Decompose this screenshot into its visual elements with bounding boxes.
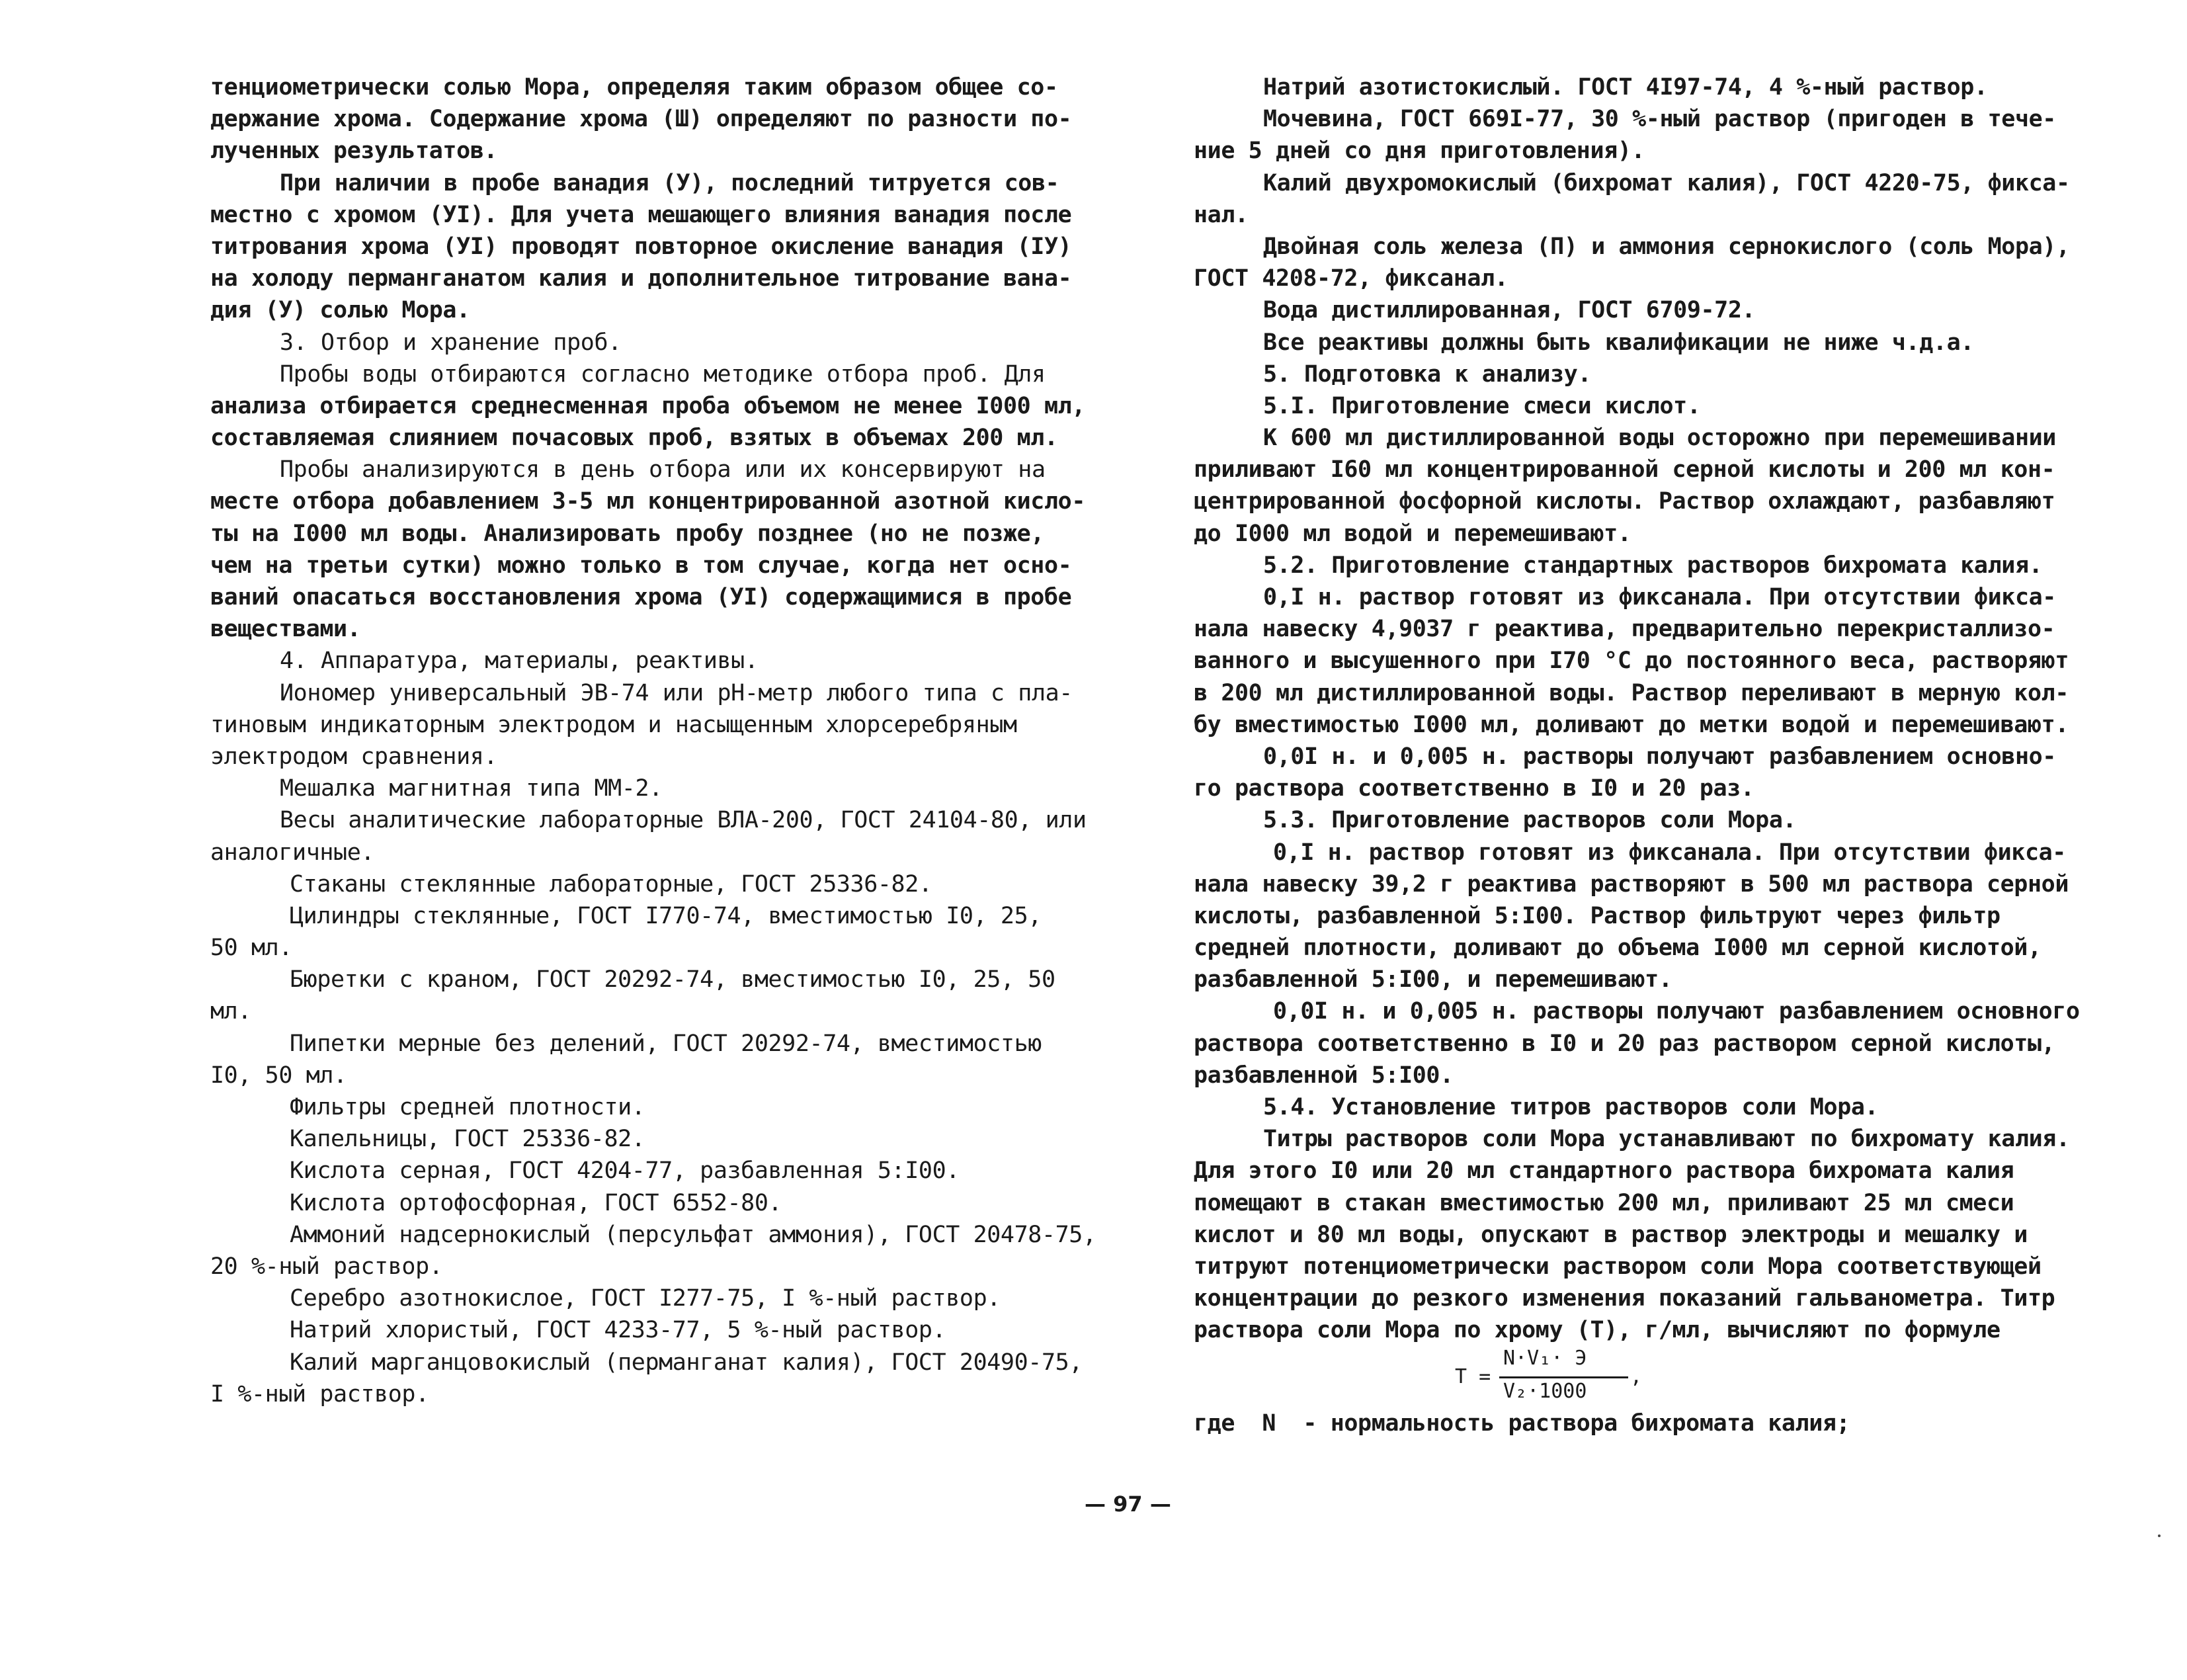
- text-line: средней плотности, доливают до объема I000 мл серной кислотой,: [1194, 935, 2042, 962]
- text-line: на холоду перманганатом калия и дополнительное титрование вана-: [210, 265, 1072, 292]
- text-line: Кислота серная, ГОСТ 4204-77, разбавленная 5:I00.: [290, 1157, 960, 1185]
- scan-speck: [2158, 1534, 2161, 1537]
- text-line: разбавленной 5:I00.: [1194, 1062, 1454, 1089]
- text-line: 5.4. Установление титров растворов соли Мора.: [1263, 1094, 1879, 1120]
- text-line: кислоты, разбавленной 5:I00. Раствор фильтруют через фильтр: [1194, 902, 2001, 929]
- text-line: При наличии в пробе ванадия (У), последний титруется сов-: [280, 169, 1059, 196]
- text-line: электродом сравнения.: [210, 743, 498, 770]
- text-line: 5.I. Приготовление смеси кислот.: [1263, 392, 1701, 419]
- text-line: веществами.: [210, 616, 361, 643]
- text-line: Все реактивы должны быть квалификации не ниже ч.д.а.: [1263, 329, 1974, 356]
- text-line: Иономер универсальный ЭВ-74 или рН-метр любого типа с пла-: [280, 679, 1073, 706]
- text-line: дия (У) солью Мора.: [210, 297, 470, 324]
- text-line: Серебро азотнокислое, ГОСТ I277-75, I %-ный раствор.: [290, 1285, 1001, 1312]
- text-line: аналогичные.: [210, 839, 375, 866]
- text-line: ваний опасаться восстановления хрома (УI) содержащимися в пробе: [210, 584, 1072, 610]
- text-line: кислот и 80 мл воды, опускают в раствор электроды и мешалку и: [1194, 1221, 2028, 1248]
- text-line: тенциометрически солью Мора, определяя таким образом общее со-: [210, 74, 1058, 101]
- text-line: раствора соли Мора по хрому (Т), г/мл, вычисляют по формуле: [1194, 1317, 2001, 1344]
- text-line: мл.: [210, 998, 252, 1025]
- text-line: Фильтры средней плотности.: [290, 1094, 645, 1120]
- text-line: ГОСТ 4208-72, фиксанал.: [1194, 265, 1508, 292]
- text-line: I0, 50 мл.: [210, 1062, 347, 1089]
- text-line: бу вместимостью I000 мл, доливают до метки водой и перемешивают.: [1194, 711, 2069, 738]
- left-page-text: [210, 71, 1096, 1410]
- text-line: Мочевина, ГОСТ 669I-77, 30 %-ный раствор (пригоден в тече-: [1263, 106, 2056, 133]
- text-line: нал.: [1194, 201, 1249, 228]
- titer-formula: [1194, 1347, 2053, 1407]
- text-line: Пробы воды отбираются согласно методике отбора проб. Для: [280, 360, 1046, 388]
- text-line: Натрий хлористый, ГОСТ 4233-77, 5 %-ный раствор.: [290, 1317, 946, 1344]
- formula-numerator: N·V₁· Э: [1503, 1346, 1587, 1370]
- text-line: 5.2. Приготовление стандартных растворов бихромата калия.: [1263, 552, 2043, 579]
- text-line: ние 5 дней со дня приготовления).: [1194, 138, 1645, 165]
- text-line: нала навеску 39,2 г реактива растворяют в 500 мл раствора серной: [1194, 870, 2069, 898]
- text-line: титрования хрома (УI) проводят повторное окисление ванадия (IУ): [210, 233, 1072, 260]
- text-line: 0,0I н. и 0,005 н. растворы получают разбавлением основного: [1273, 998, 2080, 1025]
- text-line: анализа отбирается среднесменная проба объемом не менее I000 мл,: [210, 392, 1085, 419]
- text-line: Двойная соль железа (П) и аммония сернокислого (соль Мора),: [1263, 233, 2070, 260]
- definition-line: где N - нормальность раствора бихромата калия;: [1194, 1409, 1850, 1437]
- text-line: 5. Подготовка к анализу.: [1263, 360, 1592, 388]
- text-line: помещают в стакан вместимостью 200 мл, приливают 25 мл смеси: [1194, 1189, 2014, 1216]
- text-line: 0,I н. раствор готовят из фиксанала. При отсутствии фикса-: [1273, 839, 2066, 866]
- text-line: центрированной фосфорной кислоты. Раствор охлаждают, разбавляют: [1194, 488, 2055, 515]
- text-line: 20 %-ный раствор.: [210, 1253, 443, 1280]
- text-line: держание хрома. Содержание хрома (Ш) определяют по разности по-: [210, 106, 1072, 133]
- text-line: концентрации до резкого изменения показаний гальванометра. Титр: [1194, 1285, 2055, 1312]
- formula-trail: ,: [1630, 1365, 1643, 1388]
- text-line: Цилиндры стеклянные, ГОСТ I770-74, вместимостью I0, 25,: [290, 902, 1042, 929]
- text-line: в 200 мл дистиллированной воды. Раствор переливают в мерную кол-: [1194, 679, 2069, 706]
- text-line: Натрий азотистокислый. ГОСТ 4I97-74, 4 %-ный раствор.: [1263, 74, 1988, 101]
- text-line: титруют потенциометрически раствором соли Мора соответствующей: [1194, 1253, 2042, 1280]
- text-line: 0,0I н. и 0,005 н. растворы получают разбавлением основно-: [1263, 743, 2056, 770]
- text-line: составляемая слиянием почасовых проб, взятых в объемах 200 мл.: [210, 425, 1058, 452]
- text-line: лученных результатов.: [210, 138, 498, 165]
- text-line: ты на I000 мл воды. Анализировать пробу позднее (но не позже,: [210, 520, 1044, 547]
- text-line: 5.3. Приготовление растворов соли Мора.: [1263, 807, 1797, 834]
- text-line: Для этого I0 или 20 мл стандартного раствора бихромата калия: [1194, 1157, 2014, 1185]
- text-line: Аммоний надсернокислый (персульфат аммония), ГОСТ 20478-75,: [290, 1221, 1096, 1248]
- page-number: — 97 —: [1085, 1491, 1171, 1517]
- text-line: 4. Аппаратура, материалы, реактивы.: [280, 648, 759, 675]
- text-line: Весы аналитические лабораторные ВЛА-200, ГОСТ 24104-80, или: [280, 807, 1087, 834]
- text-line: Бюретки с краном, ГОСТ 20292-74, вместимостью I0, 25, 50: [290, 966, 1055, 993]
- formula-lhs: Т =: [1455, 1365, 1491, 1388]
- text-line: Стаканы стеклянные лабораторные, ГОСТ 25336-82.: [290, 870, 932, 898]
- text-line: местно с хромом (УI). Для учета мешающего влияния ванадия после: [210, 201, 1072, 228]
- text-line: Мешалка магнитная типа ММ-2.: [280, 775, 663, 802]
- text-line: К 600 мл дистиллированной воды осторожно при перемешивании: [1263, 425, 2056, 452]
- text-line: Пробы анализируются в день отбора или их консервируют на: [280, 456, 1046, 483]
- text-line: I %-ный раствор.: [210, 1380, 429, 1407]
- text-line: ванного и высушенного при I70 °С до постоянного веса, растворяют: [1194, 648, 2069, 675]
- text-line: раствора соответственно в I0 и 20 раз раствором серной кислоты,: [1194, 1030, 2055, 1057]
- text-line: 3. Отбор и хранение проб.: [280, 329, 622, 356]
- text-line: до I000 мл водой и перемешивают.: [1194, 520, 1631, 547]
- text-line: Капельницы, ГОСТ 25336-82.: [290, 1126, 645, 1153]
- text-line: разбавленной 5:I00, и перемешивают.: [1194, 966, 1672, 993]
- text-line: 50 мл.: [210, 935, 293, 962]
- text-line: приливают I60 мл концентрированной серной кислоты и 200 мл кон-: [1194, 456, 2055, 483]
- text-line: нала навеску 4,9037 г реактива, предварительно перекристаллизо-: [1194, 616, 2055, 643]
- text-line: Калий марганцовокислый (перманганат калия), ГОСТ 20490-75,: [290, 1349, 1083, 1376]
- text-line: Вода дистиллированная, ГОСТ 6709-72.: [1263, 297, 1756, 324]
- text-line: Кислота ортофосфорная, ГОСТ 6552-80.: [290, 1189, 782, 1216]
- text-line: чем на третьи сутки) можно только в том случае, когда нет осно-: [210, 552, 1072, 579]
- text-line: Титры растворов соли Мора устанавливают по бихромату калия.: [1263, 1126, 2070, 1153]
- text-line: Пипетки мерные без делений, ГОСТ 20292-74, вместимостью: [290, 1030, 1042, 1057]
- text-line: тиновым индикаторным электродом и насыщенным хлорсеребряным: [210, 711, 1017, 738]
- formula-denominator: V₂·1000: [1503, 1379, 1587, 1403]
- text-line: месте отбора добавлением 3-5 мл концентрированной азотной кисло-: [210, 488, 1085, 515]
- text-line: го раствора соответственно в I0 и 20 раз.: [1194, 775, 1754, 802]
- text-line: 0,I н. раствор готовят из фиксанала. При отсутствии фикса-: [1263, 584, 2056, 610]
- text-line: Калий двухромокислый (бихромат калия), ГОСТ 4220-75, фикса-: [1263, 169, 2070, 196]
- right-page-text: [1194, 71, 2080, 1439]
- fraction-bar: [1499, 1376, 1628, 1378]
